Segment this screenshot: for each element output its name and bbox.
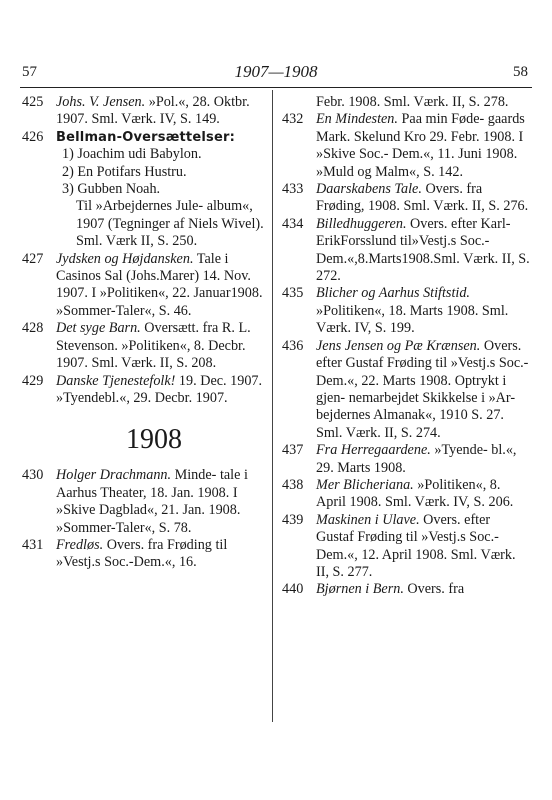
entry-number: 439: [282, 511, 304, 528]
entry-428: [22, 320, 266, 372]
entry-number: 438: [282, 476, 304, 493]
right-column: [282, 94, 530, 599]
entry-number: 432: [282, 111, 304, 128]
entry-text: »Tyende- bl.«, 29. Marts 1908.: [316, 442, 517, 476]
entry-title: Danske Tjenestefolk!: [56, 372, 176, 389]
entry-430: [22, 467, 266, 537]
entry-number: 429: [22, 372, 44, 389]
entry-text: »Politiken«, 8. April 1908. Sml. Værk. IV, S. 206.: [316, 476, 514, 511]
entry-title: Blicher og Aarhus Stiftstid.: [316, 285, 470, 302]
entry-431: [22, 537, 266, 572]
entry-title: Bjørnen i Bern.: [316, 581, 404, 598]
entry-number: 433: [282, 181, 304, 198]
entry-text: Overs. efter Gustaf Frøding til »Vestj.s Soc.-Dem.«, 22. Marts 1908. Optrykt i gjen- nemarbejdet Skikkelse i »Ar- bejdernes Almanak«, 1910 S. 27. Sml. Værk. II, S. 274.: [316, 337, 529, 441]
entry-text: Overs. fra Frøding til »Vestj.s Soc.-Dem.«, 16.: [56, 536, 228, 571]
entry-title: Jens Jensen og Pæ Krænsen.: [316, 337, 481, 354]
entry-text: Overs. efter Gustaf Frøding til »Vestj.s Soc.-Dem.«, 12. April 1908. Sml. Værk. II, S. 277.: [316, 511, 516, 580]
entry-440: [282, 581, 530, 598]
entry-text: Febr. 1908. Sml. Værk. II, S. 278.: [316, 94, 509, 110]
entry-425: [22, 94, 266, 129]
entry-title: Mer Blicheriana.: [316, 476, 414, 493]
left-column: [22, 94, 266, 572]
entry-subitem: 1) Joachim udi Babylon.: [62, 146, 202, 163]
entry-heading: Bellman-Oversættelser:: [56, 129, 235, 145]
entry-433: [282, 181, 530, 216]
entry-number: 435: [282, 285, 304, 302]
entry-subitem: 3) Gubben Noah.: [62, 181, 161, 198]
entry-number: 425: [22, 94, 44, 110]
entry-title: Holger Drachmann.: [56, 467, 172, 484]
entry-text: »Politiken«, 18. Marts 1908. Sml. Værk. IV, S. 199.: [316, 302, 509, 337]
entry-text: Overs. fra: [403, 581, 465, 598]
entry-continued: [282, 94, 530, 111]
header-rule: [20, 87, 532, 88]
entry-text: Paa min Føde- gaards Mark. Skelund Kro 29. Febr. 1908. I »Skive Soc.- Dem.«, 11. Juni 1908. »Muld og Malm«, S. 142.: [316, 111, 525, 180]
entry-429: [22, 373, 266, 408]
running-title: 1907—1908: [234, 62, 318, 81]
entry-title: En Mindesten.: [316, 111, 398, 128]
entry-number: 437: [282, 442, 304, 459]
entry-title: Billedhuggeren.: [316, 215, 407, 232]
entry-title: Det syge Barn.: [56, 320, 141, 337]
entry-text: Overs. fra Frøding, 1908. Sml. Værk. II, S. 276.: [316, 181, 529, 215]
entry-text: Til »Arbejdernes Jule- album«, 1907 (Tegninger af Niels Wivel). Sml. Værk II, S. 250.: [76, 198, 264, 250]
entry-435: [282, 285, 530, 337]
entry-434: [282, 216, 530, 286]
page-number-left: 57: [22, 64, 37, 80]
entry-title: Fredløs.: [56, 536, 104, 553]
entry-426: [22, 129, 266, 251]
entry-title: Maskinen i Ulave.: [316, 511, 420, 528]
entry-number: 434: [282, 215, 304, 232]
entry-title: Daarskabens Tale.: [316, 181, 422, 198]
entry-number: 428: [22, 320, 44, 337]
entry-text: Minde- tale i Aarhus Theater, 18. Jan. 1908. I »Skive Dagblad«, 21. Jan. 1908. »Sommer-Taler«, S. 78.: [56, 467, 248, 536]
entry-text: Oversætt. fra R. L. Stevenson. »Politiken«, 8. Decbr. 1907. Sml. Værk. II, S. 208.: [56, 320, 251, 372]
entry-text: Overs. efter Karl-ErikForsslund til»Vestj.s Soc.-Dem.«,8.Marts1908.Sml. Værk. II, S. 272.: [316, 215, 530, 285]
entry-439: [282, 512, 530, 582]
entry-number: 436: [282, 337, 304, 354]
entry-title: Jydsken og Højdansken.: [56, 250, 194, 267]
entry-436: [282, 338, 530, 442]
entry-number: 431: [22, 536, 44, 553]
entry-text: Tale i Casinos Sal (Johs.Marer) 14. Nov. 1907. I »Politiken«, 22. Januar1908. »Sommer-Taler«, S. 46.: [56, 250, 263, 319]
entry-text: 19. Dec. 1907. »Tyendebl.«, 29. Decbr. 1907.: [56, 372, 263, 406]
entry-subitem: 2) En Potifars Hustru.: [62, 163, 187, 180]
entry-432: [282, 111, 530, 181]
entry-number: 427: [22, 250, 44, 267]
entry-title: Fra Herregaardene.: [316, 442, 431, 459]
entry-number: 430: [22, 467, 44, 484]
entry-437: [282, 442, 530, 477]
entry-438: [282, 477, 530, 512]
entry-427: [22, 251, 266, 321]
entry-text: »Pol.«, 28. Oktbr. 1907. Sml. Værk. IV, S. 149.: [56, 94, 250, 128]
year-heading: 1908: [126, 424, 182, 456]
entry-number: 426: [22, 128, 44, 145]
page-number-right: 58: [513, 64, 528, 80]
entry-title: Johs. V. Jensen.: [56, 94, 146, 110]
column-divider: [272, 90, 273, 722]
entry-number: 440: [282, 581, 304, 598]
